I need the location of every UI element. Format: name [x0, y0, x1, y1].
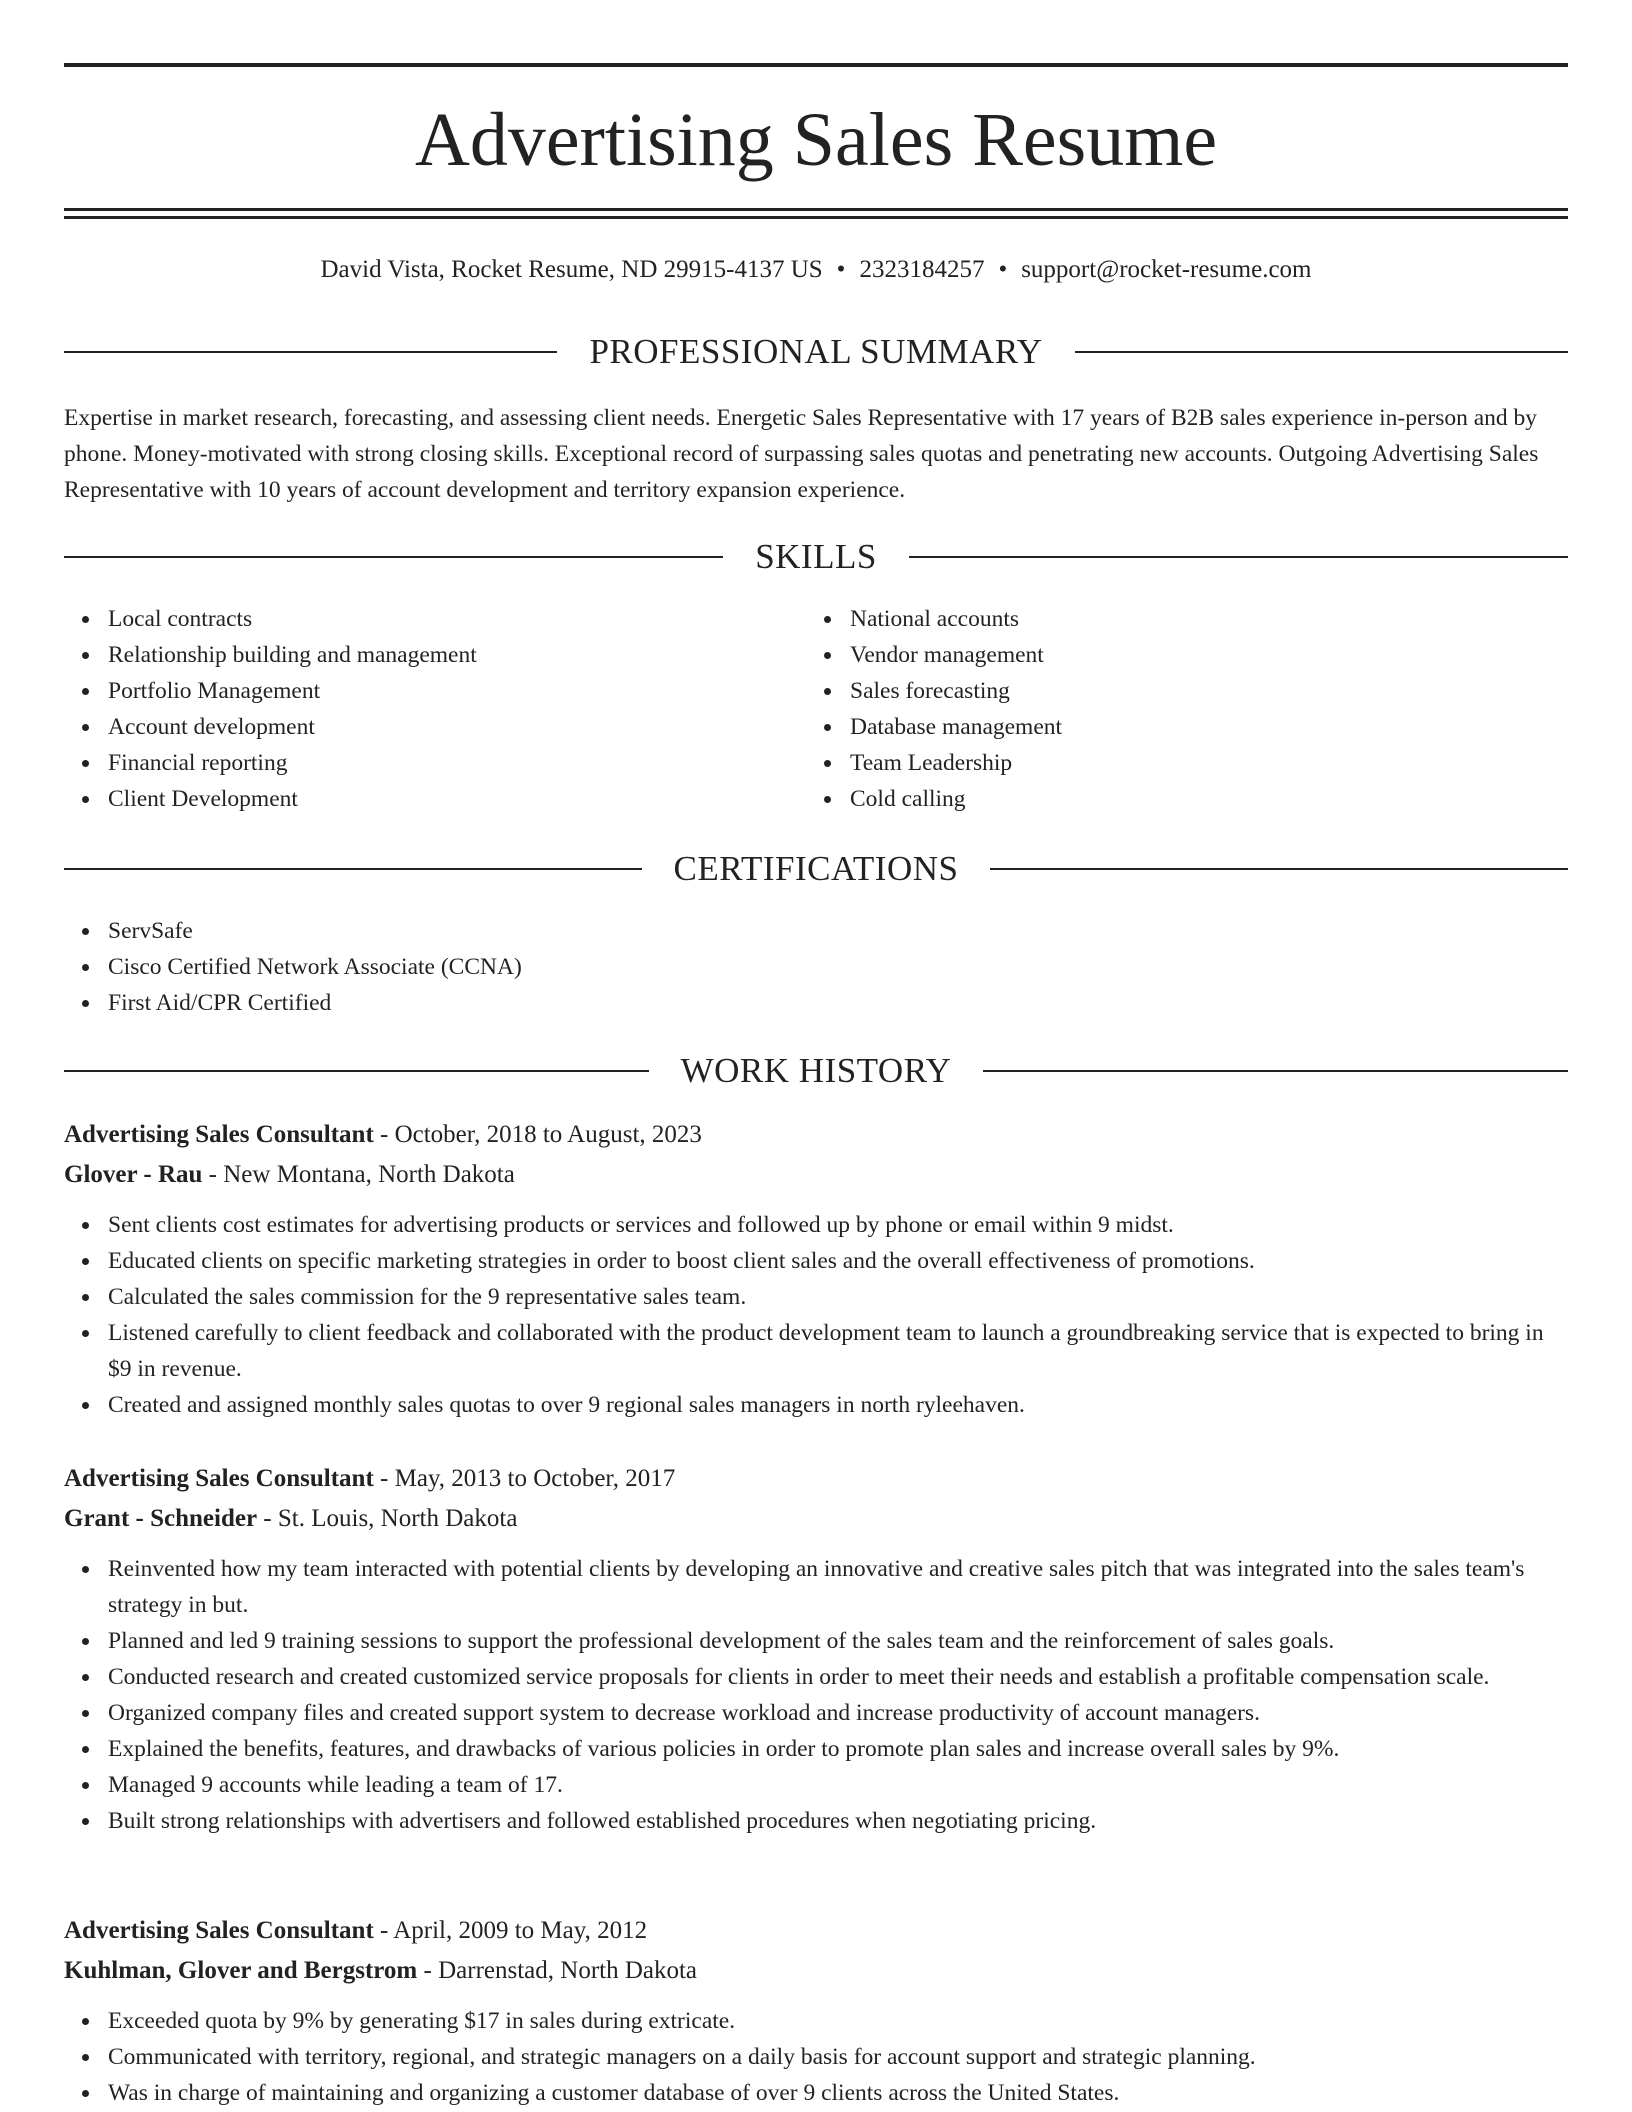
- skill-item: Portfolio Management: [64, 673, 764, 709]
- skill-item: Account development: [64, 709, 764, 745]
- skill-item: Sales forecasting: [806, 673, 1506, 709]
- certifications-list: [64, 913, 1568, 1021]
- job-company-line: [64, 1951, 1568, 1991]
- contact-separator: •: [998, 256, 1008, 283]
- certifications-heading-label: CERTIFICATIONS: [673, 849, 959, 888]
- skill-item: Vendor management: [806, 637, 1506, 673]
- job-company-line: [64, 1155, 1568, 1195]
- job-bullet: Communicated with territory, regional, and strategic managers on a daily basis for account support and strategic planning.: [64, 2039, 1568, 2075]
- contact-address: David Vista, Rocket Resume, ND 29915-4137 US: [320, 256, 823, 283]
- job-bullet: Created and assigned monthly sales quotas to over 9 regional sales managers in north ryleehaven.: [64, 1387, 1568, 1423]
- job-entry: [64, 1115, 1568, 1423]
- job-bullet: Planned and led 9 training sessions to support the professional development of the sales team and the reinforcement of sales goals.: [64, 1623, 1568, 1659]
- skills-list-left: [64, 601, 764, 817]
- job-bullet: Calculated the sales commission for the 9 representative sales team.: [64, 1279, 1568, 1315]
- skill-item: Cold calling: [806, 781, 1506, 817]
- certification-item: Cisco Certified Network Associate (CCNA): [64, 949, 1568, 985]
- skill-item: Team Leadership: [806, 745, 1506, 781]
- job-bullet: Conducted research and created customized service proposals for clients in order to meet their needs and establish a profitable compensation scale.: [64, 1659, 1568, 1695]
- job-bullet: Explained the benefits, features, and drawbacks of various policies in order to promote plan sales and increase overall sales by 9%.: [64, 1731, 1568, 1767]
- skills-heading-label: SKILLS: [755, 537, 877, 576]
- summary-heading-label: PROFESSIONAL SUMMARY: [589, 332, 1043, 371]
- summary-text: Expertise in market research, forecasting, and assessing client needs. Energetic Sales Representative with 17 years of B2B sales experience in-person and by phone. Money-motivated with strong closing skills. Exceptional record of surpassing sales quotas and penetrating new accounts. Outgoing Advertising Sales Representative with 10 years of account development and territory expansion experience.: [64, 405, 1539, 503]
- skills-list-right: [806, 601, 1506, 817]
- certification-item: ServSafe: [64, 913, 1568, 949]
- job-bullet: Sent clients cost estimates for advertising products or services and followed up by phone or email within 9 midst.: [64, 1207, 1568, 1243]
- work-history-heading: [64, 1049, 1568, 1093]
- job-location: - New Montana, North Dakota: [202, 1161, 515, 1188]
- title-underline-rule-second: [64, 216, 1568, 219]
- job-bullet: Managed 9 accounts while leading a team of 17.: [64, 1767, 1568, 1803]
- skill-item: Database management: [806, 709, 1506, 745]
- contact-email: support@rocket-resume.com: [1021, 256, 1312, 283]
- contact-line: [64, 254, 1568, 286]
- job-bullet: Reinvented how my team interacted with potential clients by developing an innovative and creative sales pitch that was integrated into the sales team's strategy in but.: [64, 1551, 1568, 1623]
- heading-rule-right: [1075, 351, 1568, 353]
- resume-title: Advertising Sales Resume: [414, 98, 1218, 182]
- summary-heading: [64, 330, 1568, 374]
- heading-rule-right: [983, 1070, 1568, 1072]
- contact-phone: 2323184257: [859, 256, 985, 283]
- job-location: - St. Louis, North Dakota: [257, 1505, 518, 1532]
- work-history-heading-label: WORK HISTORY: [680, 1051, 952, 1090]
- job-dates: - April, 2009 to May, 2012: [373, 1917, 648, 1944]
- contact-separator: •: [836, 256, 846, 283]
- skill-item: Local contracts: [64, 601, 764, 637]
- certifications-heading: [64, 847, 1568, 891]
- heading-rule-left: [64, 868, 642, 870]
- job-bullet: Listened carefully to client feedback and collaborated with the product development team to launch a groundbreaking service that is expected to bring in $9 in revenue.: [64, 1315, 1568, 1387]
- job-entry: [64, 1459, 1568, 1839]
- heading-rule-right: [909, 556, 1568, 558]
- job-bullet: Educated clients on specific marketing strategies in order to boost client sales and the overall effectiveness of promotions.: [64, 1243, 1568, 1279]
- heading-rule-left: [64, 556, 723, 558]
- job-title-line: [64, 1115, 1568, 1155]
- job-bullet: Exceeded quota by 9% by generating $17 in sales during extricate.: [64, 2003, 1568, 2039]
- job-title: Advertising Sales Consultant: [64, 1917, 374, 1944]
- job-title-line: [64, 1911, 1568, 1951]
- top-rule: [64, 63, 1568, 67]
- job-bullet: Built strong relationships with advertisers and followed established procedures when negotiating pricing.: [64, 1803, 1568, 1839]
- job-bullet: Organized company files and created support system to decrease workload and increase productivity of account managers.: [64, 1695, 1568, 1731]
- skill-item: Financial reporting: [64, 745, 764, 781]
- job-title: Advertising Sales Consultant: [64, 1121, 374, 1148]
- job-bullets: [64, 2003, 1568, 2111]
- job-location: - Darrenstad, North Dakota: [417, 1957, 698, 1984]
- job-company: Grant - Schneider: [64, 1505, 258, 1532]
- skill-item: Relationship building and management: [64, 637, 764, 673]
- heading-rule-left: [64, 351, 557, 353]
- title-underline-rule: [64, 208, 1568, 211]
- job-entry: [64, 1911, 1568, 2111]
- job-dates: - May, 2013 to October, 2017: [373, 1465, 676, 1492]
- job-title-line: [64, 1459, 1568, 1499]
- skill-item: Client Development: [64, 781, 764, 817]
- heading-rule-right: [990, 868, 1568, 870]
- skill-item: National accounts: [806, 601, 1506, 637]
- job-bullets: [64, 1551, 1568, 1839]
- certification-item: First Aid/CPR Certified: [64, 985, 1568, 1021]
- job-bullet: Was in charge of maintaining and organizing a customer database of over 9 clients across the United States.: [64, 2075, 1568, 2111]
- job-company: Kuhlman, Glover and Bergstrom: [64, 1957, 418, 1984]
- skills-heading: [64, 535, 1568, 579]
- job-dates: - October, 2018 to August, 2023: [373, 1121, 702, 1148]
- job-company-line: [64, 1499, 1568, 1539]
- job-company: Glover - Rau: [64, 1161, 203, 1188]
- job-bullets: [64, 1207, 1568, 1423]
- job-title: Advertising Sales Consultant: [64, 1465, 374, 1492]
- heading-rule-left: [64, 1070, 649, 1072]
